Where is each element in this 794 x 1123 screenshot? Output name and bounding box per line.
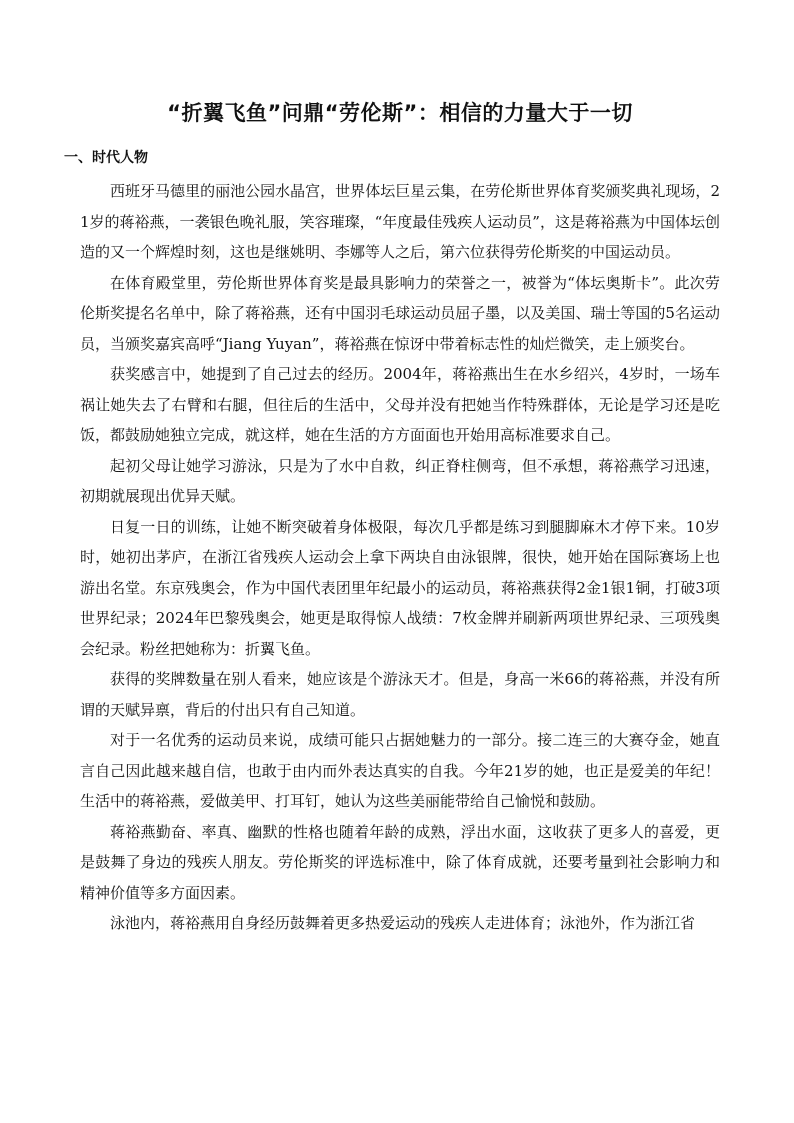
paragraph-3: 获奖感言中，她提到了自己过去的经历。2004年，蒋裕燕出生在水乡绍兴，4岁时，一场车祸让她失去了右臂和右腿，但往后的生活中，父母并没有把她当作特殊群体，无论是学习还是吃饭，都鼓励她独立完成，就这样，她在生活的方方面面也开始用高标准要求自己。 xyxy=(80,365,720,444)
paragraph-9: 泳池内，蒋裕燕用自身经历鼓舞着更多热爱运动的残疾人走进体育；泳池外，作为浙江省 xyxy=(110,914,696,932)
paragraph-2: 在体育殿堂里，劳伦斯世界体育奖是最具影响力的荣誉之一，被誉为“体坛奥斯卡”。此次劳伦斯奖提名名单中，除了蒋裕燕，还有中国羽毛球运动员屈子墨，以及美国、瑞士等国的5名运动员，当颁奖嘉宾高呼“Jiang Yuyan”，蒋裕燕在惊讶中带着标志性的灿烂微笑，走上颁奖台。 xyxy=(80,273,720,353)
paragraph-4: 起初父母让她学习游泳，只是为了水中自救，纠正脊柱侧弯，但不承想，蒋裕燕学习迅速，初期就展现出优异天赋。 xyxy=(80,456,720,505)
paragraph-1: 西班牙马德里的丽池公园水晶宫，世界体坛巨星云集，在劳伦斯世界体育奖颁奖典礼现场，21岁的蒋裕燕，一袭银色晚礼服，笑容璀璨，“年度最佳残疾人运动员”，这是蒋裕燕为中国体坛创造的又一个辉煌时刻，这也是继姚明、李娜等人之后，第六位获得劳伦斯奖的中国运动员。 xyxy=(80,182,720,261)
paragraph-8: 蒋裕燕勤奋、率真、幽默的性格也随着年龄的成熟，浮出水面，这收获了更多人的喜爱，更是鼓舞了身边的残疾人朋友。劳伦斯奖的评选标准中，除了体育成就，还要考量到社会影响力和精神价值等多方面因素。 xyxy=(80,822,720,902)
paragraph-7: 对于一名优秀的运动员来说，成绩可能只占据她魅力的一部分。接二连三的大赛夺金，她直言自己因此越来越自信，也敢于由内而外表达真实的自我。今年21岁的她，也正是爱美的年纪！生活中的蒋裕燕，爱做美甲、打耳钉，她认为这些美丽能带给自己愉悦和鼓励。 xyxy=(80,731,720,810)
section-heading: 一、时代人物 xyxy=(64,150,148,166)
paragraph-5: 日复一日的训练，让她不断突破着身体极限，每次几乎都是练习到腿脚麻木才停下来。10岁时，她初出茅庐，在浙江省残疾人运动会上拿下两块自由泳银牌，很快，她开始在国际赛场上也游出名堂。东京残奥会，作为中国代表团里年纪最小的运动员，蒋裕燕获得2金1银1铜，打破3项世界纪录；2024年巴黎残奥会，她更是取得惊人战绩：7枚金牌并刷新两项世界纪录、三项残奥会纪录。粉丝把她称为：折翼飞鱼。 xyxy=(80,517,720,658)
document-page xyxy=(64,98,720,939)
paragraph-6: 获得的奖牌数量在别人看来，她应该是个游泳天才。但是，身高一米66的蒋裕燕，并没有所谓的天赋异禀，背后的付出只有自己知道。 xyxy=(80,670,720,719)
document-title: “折翼飞鱼”问鼎“劳伦斯”：相信的力量大于一切 xyxy=(167,101,633,125)
